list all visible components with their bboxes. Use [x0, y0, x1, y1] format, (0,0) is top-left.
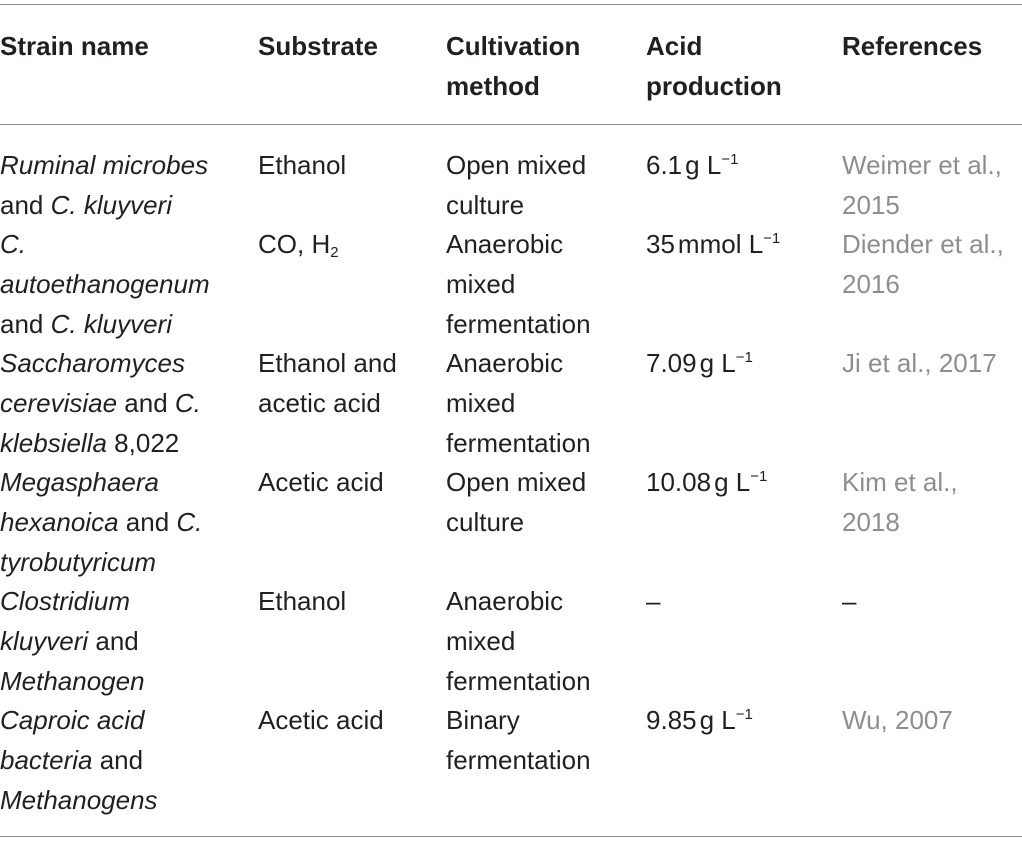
header-references: References — [842, 31, 983, 61]
table-row-1-strain: Ruminal microbes and C. kluyveri — [0, 150, 209, 220]
table-row-4-method: Open mixed culture — [446, 467, 587, 537]
table-row-4-strain: Megasphaera hexanoica and C. tyrobutyricum — [0, 467, 203, 577]
table-row-3-strain: Saccharomyces cerevisiae and C. klebsiella 8,022 — [0, 348, 201, 458]
table-row-6-acid: 9.85 g $L^{-1}$ — [646, 705, 753, 735]
header-acid-production: Acid production — [646, 31, 782, 101]
table-row-4-reference[interactable]: Kim et al., 2018 — [842, 467, 958, 537]
table-row-2-strain: C. autoethanogenum and C. kluyveri — [0, 229, 210, 339]
table-row-2-acid: 35 mmol $L^{-1}$ — [646, 229, 781, 259]
table-row-1-substrate: Ethanol — [258, 150, 347, 180]
table-top-rule — [0, 4, 1022, 5]
table-row-5-acid: – — [646, 586, 661, 616]
table-row-1-method: Open mixed culture — [446, 150, 587, 220]
table-row-5-reference: – — [842, 586, 857, 616]
table-row-6-substrate: Acetic acid — [258, 705, 384, 735]
table-row-3-method: Anaerobic mixed fermentation — [446, 348, 591, 458]
table-bottom-rule — [0, 836, 1022, 837]
table-row-6-method: Binary fermentation — [446, 705, 591, 775]
table-row-5-substrate: Ethanol — [258, 586, 347, 616]
table-row-5-strain: Clostridium kluyveri and Methanogen — [0, 586, 145, 696]
table-header-rule — [0, 124, 1022, 125]
table-row-6-strain: Caproic acid bacteria and Methanogens — [0, 705, 158, 815]
table-row-3-reference[interactable]: Ji et al., 2017 — [842, 348, 997, 378]
table-row-1-acid: 6.1 g $L^{-1}$ — [646, 150, 739, 180]
table-row-5-method: Anaerobic mixed fermentation — [446, 586, 591, 696]
table-row-3-substrate: Ethanol and acetic acid — [258, 348, 397, 418]
table-row-2-method: Anaerobic mixed fermentation — [446, 229, 591, 339]
header-strain-name: Strain name — [0, 31, 149, 61]
table-row-6-reference[interactable]: Wu, 2007 — [842, 705, 953, 735]
header-cultivation-method: Cultivation method — [446, 31, 581, 101]
table-row-1-reference[interactable]: Weimer et al., 2015 — [842, 150, 1002, 220]
table-row-3-acid: 7.09 g $L^{-1}$ — [646, 348, 753, 378]
table-row-4-acid: 10.08 g $L^{-1}$ — [646, 467, 768, 497]
header-substrate: Substrate — [258, 31, 378, 61]
table-row-4-substrate: Acetic acid — [258, 467, 384, 497]
table-row-2-substrate: CO, $H_2$ — [258, 229, 339, 261]
table-row-2-reference[interactable]: Diender et al., 2016 — [842, 229, 1004, 299]
